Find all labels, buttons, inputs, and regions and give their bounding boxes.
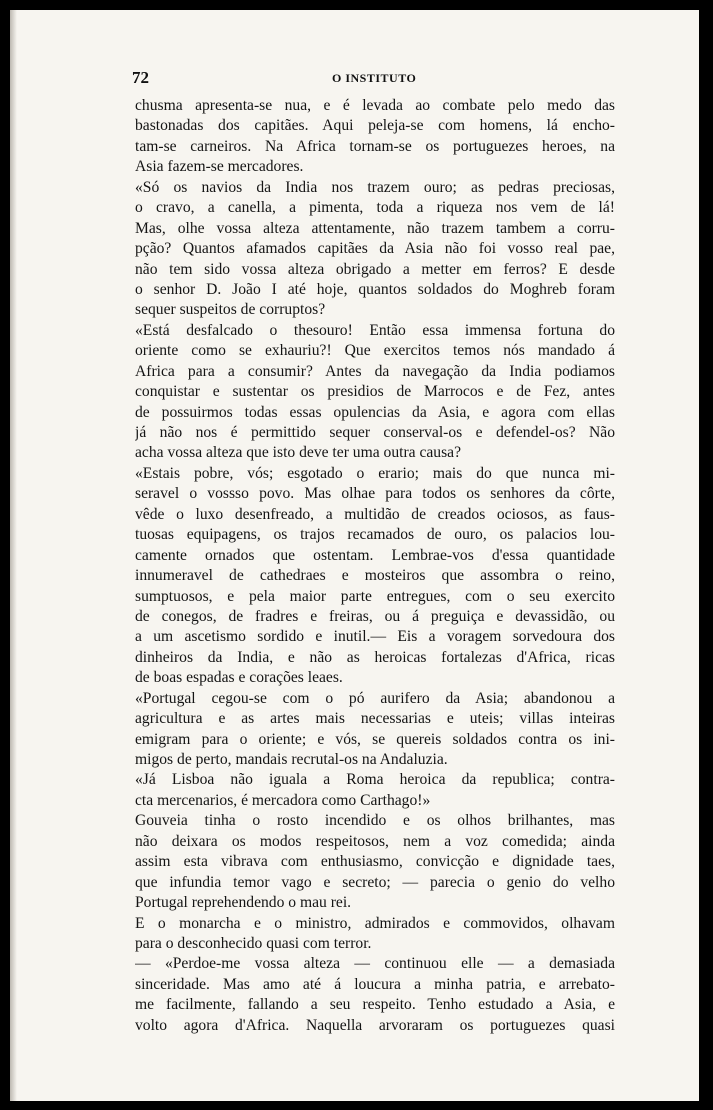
text-line: o senhor D. João I até hoje, quantos soldados do Moghreb foram xyxy=(135,280,615,298)
text-line: Asia fazem-se mercadores. xyxy=(135,158,304,176)
text-line: chusma apresenta-se nua, e é levada ao combate pelo medo das xyxy=(135,97,615,114)
text-line: «Já Lisboa não iguala a Roma heroica da republica; contra- xyxy=(135,771,615,789)
text-line: Portugal reprehendendo o mau rei. xyxy=(135,894,352,912)
text-line: para o desconhecido quasi com terror. xyxy=(135,934,372,952)
text-line: volto agora d'Africa. Naquella arvoraram os portuguezes quasi xyxy=(135,1016,615,1034)
text-line: assim esta vibrava com enthusiasmo, convicção e dignidade taes, xyxy=(135,853,615,871)
text-line: seravel o vossso povo. Mas olhae para todos os senhores da côrte, xyxy=(135,485,615,503)
text-line: «Estais pobre, vós; esgotado o erario; mais do que nunca mi- xyxy=(135,464,615,482)
page-number: 72 xyxy=(132,68,149,87)
journal-title: O INSTITUTO xyxy=(332,71,417,85)
text-line: pção? Quantos afamados capitães da Asia não foi vosso real pae, xyxy=(135,240,615,258)
text-line: dinheiros da India, e não as heroicas fortalezas d'Africa, ricas xyxy=(135,648,615,666)
text-line: E o monarcha e o ministro, admirados e commovidos, olhavam xyxy=(135,914,615,932)
text-line: conquistar e sustentar os presidios de Marrocos e de Fez, antes xyxy=(135,383,615,401)
running-head xyxy=(132,68,632,90)
text-line: «Está desfalcado o thesouro! Então essa immensa fortuna do xyxy=(135,321,615,339)
text-line: tam-se carneiros. Na Africa tornam-se os portuguezes heroes, na xyxy=(135,137,615,155)
text-line: migos de perto, mandais recrutal-os na Andaluzia. xyxy=(135,751,448,768)
text-line: me facilmente, fallando a seu respeito. Tenho estudado a Asia, e xyxy=(135,996,615,1014)
text-line: camente ornados que ostentam. Lembrae-vos d'essa quantidade xyxy=(135,546,615,564)
text-line: já não nos é permittido sequer conserval-os e defendel-os? Não xyxy=(135,424,615,441)
text-line: innumeravel de cathedraes e mosteiros que assombra o reino, xyxy=(135,567,615,585)
text-line: de possuirmos todas essas opulencias da Asia, e agora com ellas xyxy=(135,403,615,421)
text-line: não deixara os modos respeitosos, nem a voz comedida; ainda xyxy=(135,832,615,850)
text-line: vêde o luxo desenfreado, a multidão de creados ociosos, as faus- xyxy=(135,505,615,523)
text-line: a um ascetismo sordido e inutil.— Eis a voragem sorvedoura dos xyxy=(135,628,615,646)
text-line: de boas espadas e corações leaes. xyxy=(135,669,343,687)
text-line: emigram para o oriente; e vós, se quereis soldados contra os ini- xyxy=(135,730,615,748)
text-line: oriente como se exhauriu?! Que exercitos temos nós mandado á xyxy=(135,342,615,360)
text-line: sinceridade. Mas amo até á loucura a minha patria, e arrebato- xyxy=(135,975,615,993)
page-gutter-shadow xyxy=(10,10,17,1101)
text-line: cta mercenarios, é mercadora como Carthago!» xyxy=(135,791,431,809)
text-line: Africa para a consumir? Antes da navegação da India podiamos xyxy=(135,362,615,380)
text-line: Gouveia tinha o rosto incendido e os olhos brilhantes, mas xyxy=(135,812,615,830)
text-line: — «Perdoe-me vossa alteza — continuou elle — a demasiada xyxy=(135,955,615,973)
text-line: «Só os navios da India nos trazem ouro; as pedras preciosas, xyxy=(135,178,615,196)
text-line: o cravo, a canella, a pimenta, toda a riqueza nos vem de lá! xyxy=(135,199,615,217)
body-text xyxy=(135,96,615,1036)
text-line: acha vossa alteza que isto deve ter uma outra causa? xyxy=(135,444,462,462)
text-line: de conegos, de fradres e freiras, ou á preguiça e devassidão, ou xyxy=(135,607,615,625)
text-line: não tem sido vossa alteza obrigado a metter em ferros? E desde xyxy=(135,260,615,278)
text-line: Mas, olhe vossa alteza attentamente, não trazem tambem a corru- xyxy=(135,219,615,237)
text-line: «Portugal cegou-se com o pó aurifero da Asia; abandonou a xyxy=(135,689,615,707)
text-line: tuosas equipagens, os trajos recamados de ouro, os palacios lou- xyxy=(135,526,615,544)
text-line: que infundia temor vago e secreto; — parecia o genio do velho xyxy=(135,873,615,891)
text-line: bastonadas dos capitães. Aqui peleja-se com homens, lá encho- xyxy=(135,117,615,135)
text-line: agricultura e as artes mais necessarias e uteis; villas inteiras xyxy=(135,710,615,728)
text-line: sumptuosos, e pela maior parte entregues, com o seu exercito xyxy=(135,587,615,605)
text-line: sequer suspeitos de corruptos? xyxy=(135,301,326,319)
